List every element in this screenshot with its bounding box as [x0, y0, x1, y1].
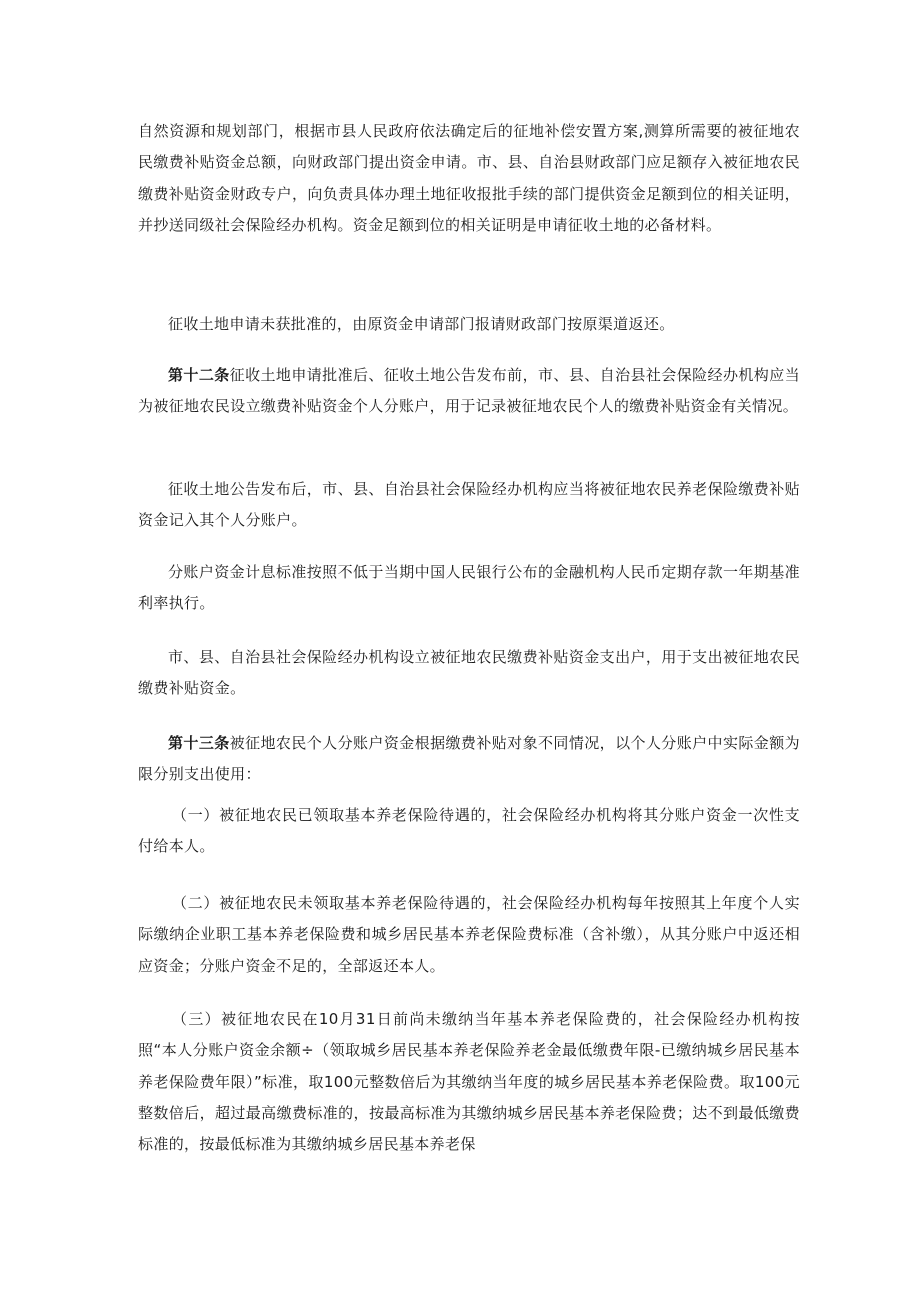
list-item-2: （二）被征地农民未领取基本养老保险待遇的，社会保险经办机构每年按照其上年度个人实际缴纳企业职工基本养老保险费和城乡居民基本养老保险费标准（含补缴），从其分账户中返还相应资金；分账户资金不足的，全部返还本人。 [138, 894, 800, 975]
article-number: 第十三条 [168, 734, 230, 752]
article-number: 第十二条 [168, 366, 230, 384]
list-item-3: （三）被征地农民在10月31日前尚未缴纳当年基本养老保险费的，社会保险经办机构按照“本人分账户资金余额÷（领取城乡居民基本养老保险养老金最低缴费年限-已缴纳城乡居民基本养老保险费年限）”标准，取100元整数倍后为其缴纳当年度的城乡居民基本养老保险费。取100元整数倍后，超过最高缴费标准的，按最高标准为其缴纳城乡居民基本养老保险费；达不到最低缴费标准的，按最低标准为其缴纳城乡居民基本养老保 [138, 1010, 800, 1154]
paragraph-refund-note: 征收土地申请未获批准的，由原资金申请部门报请财政部门按原渠道返还。 [168, 315, 675, 333]
paragraph-continuation: 自然资源和规划部门，根据市县人民政府依法确定后的征地补偿安置方案,测算所需要的被征地农民缴费补贴资金总额，向财政部门提出资金申请。市、县、自治县财政部门应足额存入被征地农民缴费补贴资金财政专户，向负责具体办理土地征收报批手续的部门提供资金足额到位的相关证明，并抄送同级社会保险经办机构。资金足额到位的相关证明是申请征收土地的必备材料。 [138, 122, 800, 234]
article-body: 征收土地申请批准后、征收土地公告发布前，市、县、自治县社会保险经办机构应当为被征地农民设立缴费补贴资金个人分账户，用于记录被征地农民个人的缴费补贴资金有关情况。 [138, 366, 800, 416]
paragraph-interest-rate: 分账户资金计息标准按照不低于当期中国人民银行公布的金融机构人民币定期存款一年期基准利率执行。 [138, 563, 800, 613]
list-item-1: （一）被征地农民已领取基本养老保险待遇的，社会保险经办机构将其分账户资金一次性支付给本人。 [138, 806, 800, 856]
paragraph-article-13 [138, 728, 800, 791]
paragraph-article-12 [138, 360, 800, 423]
article-body: 被征地农民个人分账户资金根据缴费补贴对象不同情况，以个人分账户中实际金额为限分别支出使用： [138, 734, 800, 784]
paragraph-expenditure-account: 市、县、自治县社会保险经办机构设立被征地农民缴费补贴资金支出户，用于支出被征地农民缴费补贴资金。 [138, 648, 800, 698]
paragraph-account-credit: 征收土地公告发布后，市、县、自治县社会保险经办机构应当将被征地农民养老保险缴费补贴资金记入其个人分账户。 [138, 480, 800, 530]
